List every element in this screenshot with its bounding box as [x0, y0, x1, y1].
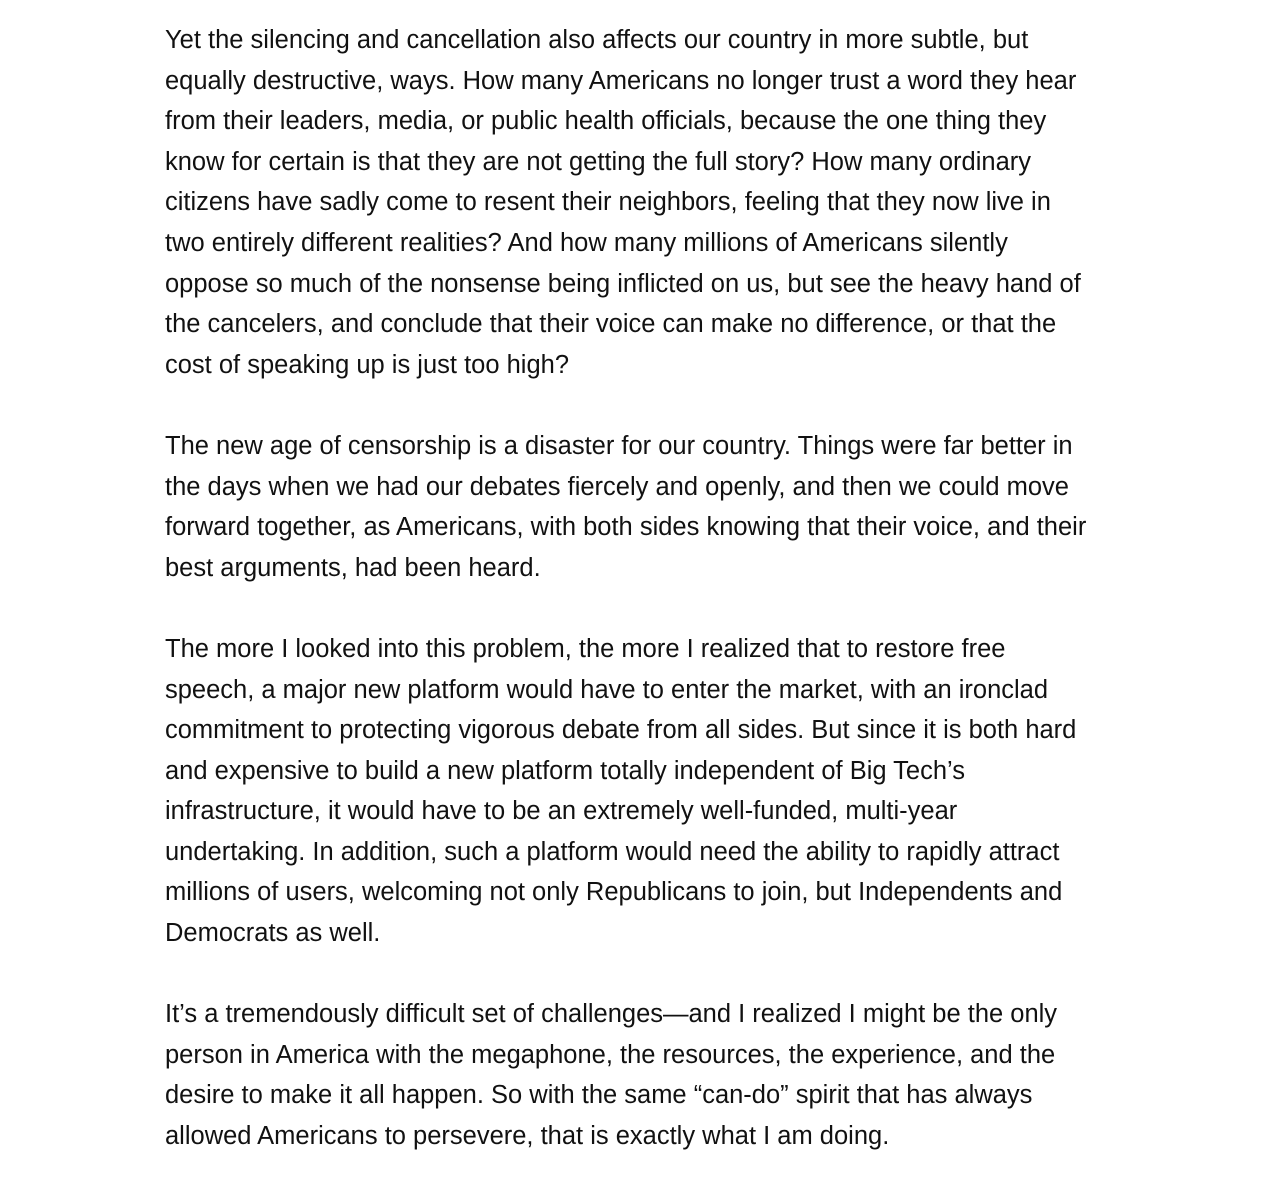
- paragraph-line: Yet the silencing and cancellation also affects our country in more subtle, but: [165, 26, 1029, 54]
- paragraph-line: undertaking. In addition, such a platform would need the ability to rapidly attract: [165, 837, 1060, 866]
- paragraph-line: The new age of censorship is a disaster for our country. Things were far better in: [165, 431, 1073, 460]
- paragraph-line: know for certain is that they are not getting the full story? How many ordinary: [165, 147, 1032, 176]
- paragraph-line: commitment to protecting vigorous debate from all sides. But since it is both hard: [165, 716, 1077, 745]
- paragraph-line: speech, a major new platform would have to enter the market, with an ironclad: [165, 675, 1049, 704]
- paragraph-line: and expensive to build a new platform totally independent of Big Tech’s: [165, 756, 966, 785]
- paragraph-line: It’s a tremendously difficult set of challenges—and I realized I might be the only: [165, 1000, 1058, 1029]
- paragraph-line: Democrats as well.: [165, 919, 381, 948]
- paragraph-4: [165, 994, 1165, 1156]
- paragraph-line: the days when we had our debates fiercely and openly, and then we could move: [165, 472, 1069, 501]
- paragraph-line: equally destructive, ways. How many Americans no longer trust a word they hear: [165, 66, 1077, 95]
- paragraph-line: from their leaders, media, or public health officials, because the one thing they: [165, 107, 1047, 136]
- paragraph-line: citizens have sadly come to resent their neighbors, feeling that they now live in: [165, 188, 1051, 217]
- paragraph-line: infrastructure, it would have to be an extremely well-funded, multi-year: [165, 797, 958, 826]
- paragraph-line: desire to make it all happen. So with the same “can-do” spirit that has always: [165, 1081, 1033, 1110]
- paragraph-line: allowed Americans to persevere, that is exactly what I am doing.: [165, 1122, 890, 1151]
- paragraph-line: two entirely different realities? And how many millions of Americans silently: [165, 228, 1008, 257]
- paragraph-line: the cancelers, and conclude that their voice can make no difference, or that the: [165, 310, 1057, 339]
- paragraph-2: [165, 426, 1165, 588]
- paragraph-line: person in America with the megaphone, the resources, the experience, and the: [165, 1040, 1056, 1069]
- paragraph-line: millions of users, welcoming not only Republicans to join, but Independents and: [165, 878, 1063, 907]
- paragraph-3: [165, 629, 1165, 954]
- document-body: [165, 20, 1165, 1197]
- paragraph-line: oppose so much of the nonsense being inflicted on us, but see the heavy hand of: [165, 269, 1081, 298]
- paragraph-line: The more I looked into this problem, the more I realized that to restore free: [165, 634, 1006, 663]
- paragraph-line: cost of speaking up is just too high?: [165, 350, 570, 379]
- paragraph-line: best arguments, had been heard.: [165, 553, 541, 582]
- paragraph-1: [165, 20, 1165, 385]
- paragraph-line: forward together, as Americans, with both sides knowing that their voice, and their: [165, 513, 1087, 542]
